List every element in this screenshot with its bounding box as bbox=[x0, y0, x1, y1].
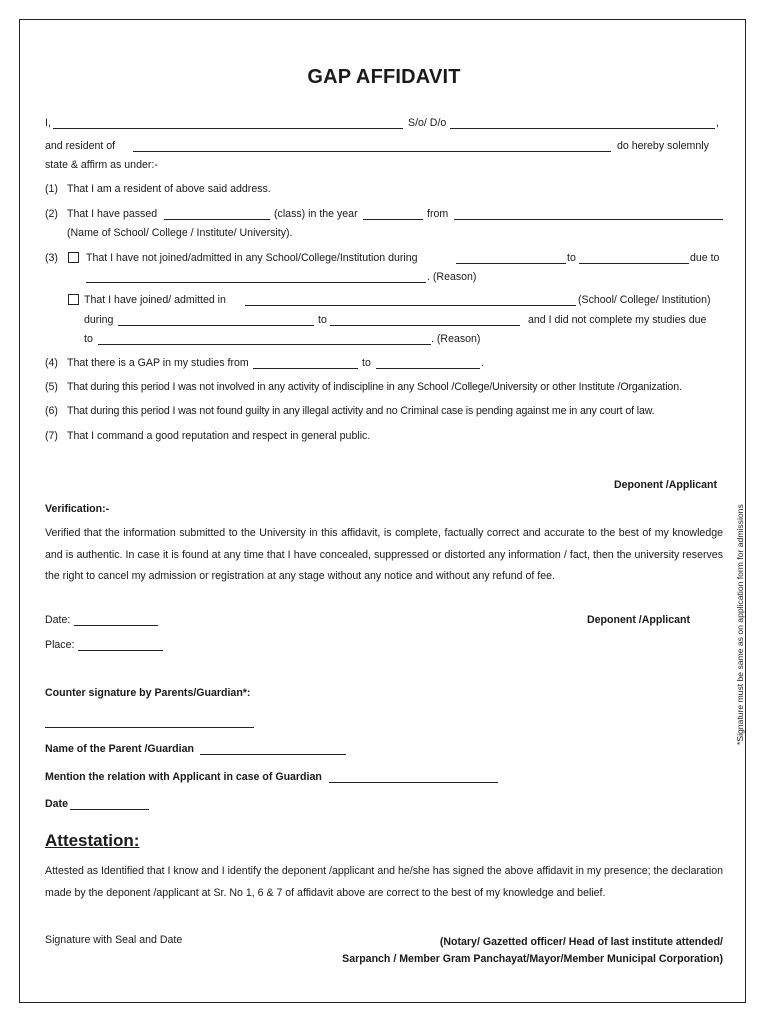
joined-checkbox[interactable] bbox=[68, 294, 79, 305]
item-7-number: (7) bbox=[45, 430, 58, 442]
signature-seal-label: Signature with Seal and Date bbox=[45, 934, 183, 946]
item-3-number: (3) bbox=[45, 252, 58, 264]
name-field[interactable] bbox=[53, 118, 403, 129]
item-4-to: to bbox=[362, 357, 371, 369]
joined-from-field[interactable] bbox=[118, 315, 314, 326]
parent-name-field[interactable] bbox=[450, 118, 715, 129]
verification-heading: Verification:- bbox=[45, 503, 110, 515]
item-3-during: during bbox=[84, 314, 114, 326]
document-title: GAP AFFIDAVIT bbox=[307, 66, 461, 88]
attestation-text: Attested as Identified that I know and I identify the deponent /applicant and he/she has signed the above affidavit in my presence; the declaration made by the deponent /applicant at Sr. No 1, 6 & 7 of affidavit above are correct to the best of my knowledge and belief. bbox=[45, 865, 723, 899]
intro-affirm: state & affirm as under:- bbox=[45, 159, 158, 171]
not-joined-from-field[interactable] bbox=[456, 253, 566, 264]
place-field[interactable] bbox=[78, 640, 163, 651]
item-5-number: (5) bbox=[45, 381, 58, 393]
date-2-field[interactable] bbox=[70, 799, 149, 810]
item-3-due-to: due to bbox=[690, 252, 720, 264]
item-3-joined: That I have joined/ admitted in bbox=[84, 294, 226, 306]
joined-institution-field[interactable] bbox=[245, 295, 576, 306]
item-3-institution-label: (School/ College/ Institution) bbox=[578, 294, 711, 306]
item-5-text: That during this period I was not involved in any activity of indiscipline in any School /College/University or other Institute /Organization. bbox=[67, 381, 682, 393]
item-4-number: (4) bbox=[45, 357, 58, 369]
year-field[interactable] bbox=[363, 209, 423, 220]
verification-text: Verified that the information submitted to the University in this affidavit, is complete, factually correct and accurate to the best of my knowledge and is authentic. In case it is found at any time that I have concealed, suppressed or distorted any information / fact, then the university reserves the right to cancel my admission or registration at any stage without any notice and without any refund of fee. bbox=[45, 527, 723, 582]
relation-field[interactable] bbox=[329, 772, 498, 783]
item-7-text: That I command a good reputation and respect in general public. bbox=[67, 430, 371, 442]
intro-resident-of: and resident of bbox=[45, 140, 116, 152]
item-6-text: That during this period I was not found guilty in any illegal activity and no Criminal case is pending against me in any court of law. bbox=[67, 405, 655, 417]
parent-name-input[interactable] bbox=[200, 744, 346, 755]
signature-side-note: *Signature must be same as on application form for admissions bbox=[735, 504, 745, 745]
item-1-text: That I am a resident of above said address. bbox=[67, 183, 271, 195]
gap-from-field[interactable] bbox=[253, 358, 358, 369]
notary-line-1: (Notary/ Gazetted officer/ Head of last institute attended/ bbox=[439, 936, 723, 948]
item-3-not-complete: and I did not complete my studies due bbox=[528, 314, 707, 326]
attestation-heading: Attestation: bbox=[45, 831, 140, 850]
item-1-number: (1) bbox=[45, 183, 58, 195]
item-3-not-joined: That I have not joined/admitted in any School/College/Institution during bbox=[86, 252, 418, 264]
address-field[interactable] bbox=[133, 141, 611, 152]
item-2-passed: That I have passed bbox=[67, 208, 158, 220]
item-2-year-label: (class) in the year bbox=[274, 208, 358, 220]
relation-label: Mention the relation with Applicant in case of Guardian bbox=[45, 771, 322, 783]
intro-comma: , bbox=[716, 117, 719, 129]
item-3-to: to bbox=[567, 252, 576, 264]
item-3-reason-label-2: . (Reason) bbox=[431, 333, 481, 345]
not-joined-checkbox[interactable] bbox=[68, 252, 79, 263]
joined-reason-field[interactable] bbox=[98, 334, 431, 345]
gap-to-field[interactable] bbox=[376, 358, 480, 369]
deponent-signature-label: Deponent /Applicant bbox=[614, 479, 717, 491]
parent-name-label: Name of the Parent /Guardian bbox=[45, 743, 194, 755]
item-2-from: from bbox=[427, 208, 449, 220]
institution-field[interactable] bbox=[454, 209, 723, 220]
item-2-number: (2) bbox=[45, 208, 58, 220]
counter-signature-heading: Counter signature by Parents/Guardian*: bbox=[45, 687, 251, 699]
joined-to-field[interactable] bbox=[330, 315, 520, 326]
date-2-label: Date bbox=[45, 798, 68, 810]
intro-solemnly: do hereby solemnly bbox=[617, 140, 709, 152]
guardian-signature-field[interactable] bbox=[45, 717, 254, 728]
item-3-to-2: to bbox=[318, 314, 327, 326]
date-label: Date: bbox=[45, 614, 71, 626]
notary-line-2: Sarpanch / Member Gram Panchayat/Mayor/Member Municipal Corporation) bbox=[342, 953, 723, 965]
not-joined-to-field[interactable] bbox=[579, 253, 689, 264]
intro-i: I, bbox=[45, 117, 51, 129]
intro-sodo: S/o/ D/o bbox=[408, 117, 447, 129]
date-field[interactable] bbox=[74, 615, 158, 626]
place-label: Place: bbox=[45, 639, 75, 651]
deponent-signature-label-2: Deponent /Applicant bbox=[587, 614, 690, 626]
class-field[interactable] bbox=[164, 209, 270, 220]
item-4-gap: That there is a GAP in my studies from bbox=[67, 357, 249, 369]
item-2-institution-note: (Name of School/ College / Institute/ University). bbox=[67, 227, 293, 239]
item-3-to-3: to bbox=[84, 333, 93, 345]
item-3-reason-label: . (Reason) bbox=[427, 271, 477, 283]
item-6-number: (6) bbox=[45, 405, 58, 417]
not-joined-reason-field[interactable] bbox=[86, 272, 426, 283]
item-4-period: . bbox=[481, 357, 484, 369]
